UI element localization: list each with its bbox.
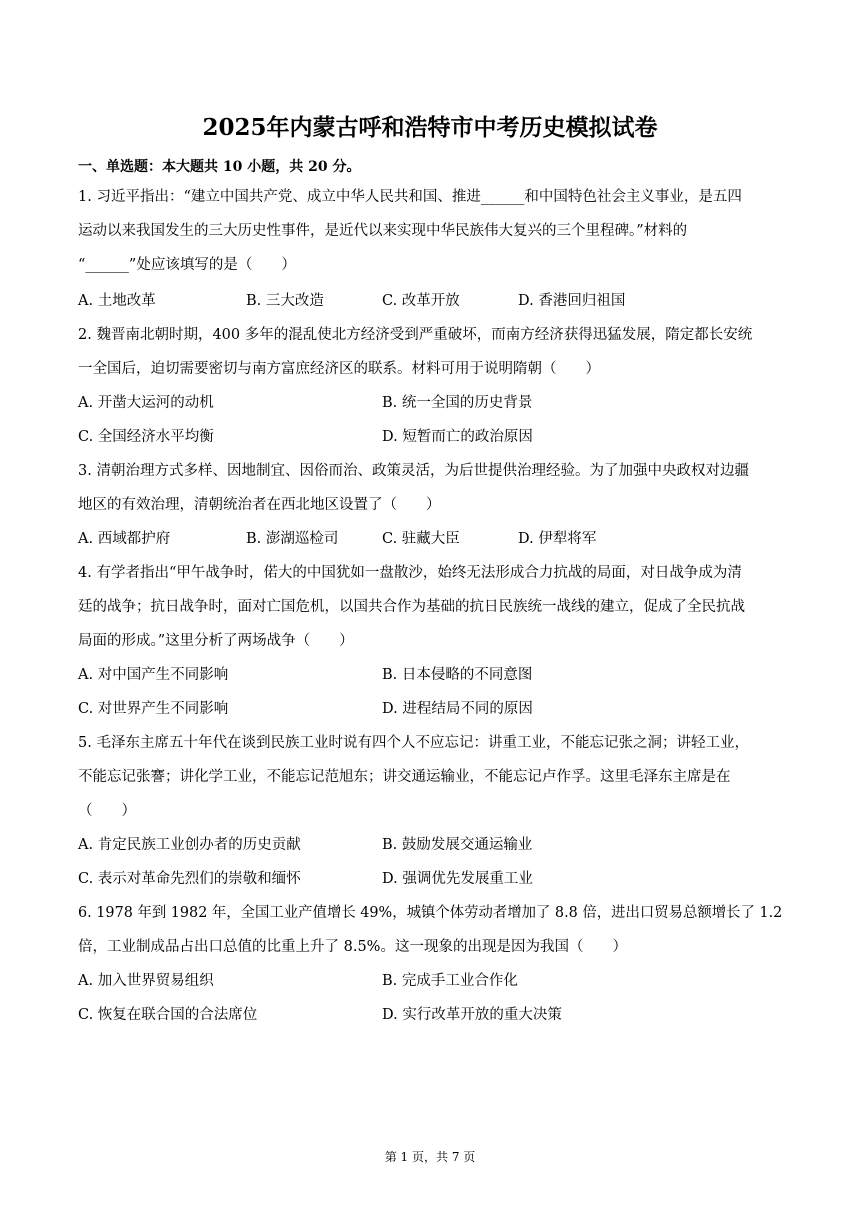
page-footer: 第 1 页，共 7 页 (384, 1150, 476, 1164)
question-4-option-b: B. 日本侵略的不同意图 (382, 667, 533, 683)
question-1-option-c: C. 改革开放 (382, 293, 460, 309)
question-4-option-d: D. 进程结局不同的原因 (382, 701, 533, 717)
question-3-line-2: 地区的有效治理，清朝统治者在西北地区设置了（ ） (78, 497, 441, 513)
question-1-line-1: 1. 习近平指出：“建立中国共产党、成立中华人民共和国、推进______和中国特色社会主义事业，是五四 (78, 189, 742, 205)
page-title: 2025年内蒙古呼和浩特市中考历史模拟试卷 (202, 114, 658, 141)
question-6-line-1: 6. 1978 年到 1982 年，全国工业产值增长 49%，城镇个体劳动者增加了 8.8 倍，进出口贸易总额增长了 1.2 (78, 905, 783, 921)
question-4-line-2: 廷的战争；抗日战争时，面对亡国危机，以国共合作为基础的抗日民族统一战线的建立，促成了全民抗战 (78, 599, 745, 615)
question-1-option-d: D. 香港回归祖国 (518, 293, 626, 309)
question-6-option-c: C. 恢复在联合国的合法席位 (78, 1007, 258, 1023)
question-3-line-1: 3. 清朝治理方式多样、因地制宜、因俗而治、政策灵活，为后世提供治理经验。为了加强中央政权对边疆 (78, 463, 749, 479)
question-4-option-a: A. 对中国产生不同影响 (78, 667, 229, 683)
question-4-option-c: C. 对世界产生不同影响 (78, 701, 229, 717)
question-2-option-b: B. 统一全国的历史背景 (382, 395, 533, 411)
question-5-option-b: B. 鼓励发展交通运输业 (382, 837, 533, 853)
question-3-option-d: D. 伊犁将军 (518, 531, 597, 547)
question-3-option-c: C. 驻藏大臣 (382, 531, 460, 547)
question-4-line-3: 局面的形成。”这里分析了两场战争（ ） (78, 633, 354, 649)
question-6-line-2: 倍，工业制成品占出口总值的比重上升了 8.5%。这一现象的出现是因为我国（ ） (78, 939, 627, 955)
question-1-line-3: “______”处应该填写的是（ ） (78, 257, 296, 273)
question-2-option-c: C. 全国经济水平均衡 (78, 429, 214, 445)
question-2-line-2: 一全国后，迫切需要密切与南方富庶经济区的联系。材料可用于说明隋朝（ ） (78, 361, 600, 377)
section-heading: 一、单选题：本大题共 10 小题，共 20 分。 (78, 159, 361, 175)
question-5-option-a: A. 肯定民族工业创办者的历史贡献 (78, 837, 301, 853)
question-4-line-1: 4. 有学者指出“甲午战争时，偌大的中国犹如一盘散沙，始终无法形成合力抗战的局面，对日战争成为清 (78, 565, 742, 581)
question-3-option-a: A. 西域都护府 (78, 531, 171, 547)
question-6-option-b: B. 完成手工业合作化 (382, 973, 518, 989)
question-1-line-2: 运动以来我国发生的三大历史性事件，是近代以来实现中华民族伟大复兴的三个里程碑。”材料的 (78, 223, 688, 239)
question-2-line-1: 2. 魏晋南北朝时期，400 多年的混乱使北方经济受到严重破坏，而南方经济获得迅猛发展，隋定都长安统 (78, 327, 753, 343)
question-5-option-d: D. 强调优先发展重工业 (382, 871, 533, 887)
question-5-line-3: （ ） (78, 803, 136, 819)
question-6-option-d: D. 实行改革开放的重大决策 (382, 1007, 562, 1023)
question-2-option-a: A. 开凿大运河的动机 (78, 395, 214, 411)
question-5-line-2: 不能忘记张謇；讲化学工业，不能忘记范旭东；讲交通运输业，不能忘记卢作孚。这里毛泽东主席是在 (78, 769, 731, 785)
question-5-line-1: 5. 毛泽东主席五十年代在谈到民族工业时说有四个人不应忘记：讲重工业，不能忘记张之洞；讲轻工业， (78, 735, 749, 751)
question-1-option-a: A. 土地改革 (78, 293, 156, 309)
question-6-option-a: A. 加入世界贸易组织 (78, 973, 214, 989)
question-5-option-c: C. 表示对革命先烈们的崇敬和缅怀 (78, 871, 301, 887)
question-3-option-b: B. 澎湖巡检司 (246, 531, 339, 547)
question-1-option-b: B. 三大改造 (246, 293, 324, 309)
question-2-option-d: D. 短暂而亡的政治原因 (382, 429, 533, 445)
